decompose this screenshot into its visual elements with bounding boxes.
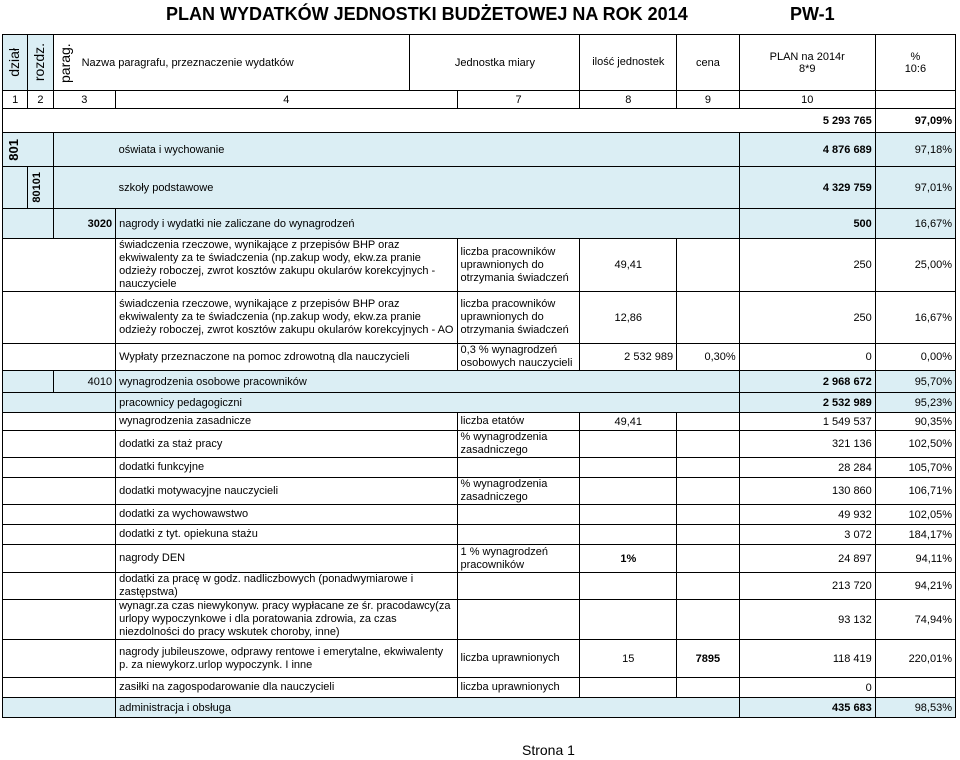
item-pct: 94,21% xyxy=(875,573,955,600)
item-price xyxy=(677,573,740,600)
rozdzial-value: 4 329 759 xyxy=(739,167,875,209)
table-row xyxy=(3,478,956,505)
admin-row xyxy=(3,698,956,718)
colnum: 10 xyxy=(739,91,875,109)
item-price xyxy=(677,525,740,545)
item-pct xyxy=(875,678,955,698)
item-quantity xyxy=(580,573,677,600)
detail-row xyxy=(3,239,956,292)
item-unit xyxy=(457,505,580,525)
detail-plan: 0 xyxy=(739,344,875,371)
item-pct: 102,05% xyxy=(875,505,955,525)
table-row xyxy=(3,545,956,573)
item-unit xyxy=(457,525,580,545)
detail-quantity: 12,86 xyxy=(580,292,677,344)
paragraph-name: wynagrodzenia osobowe pracowników xyxy=(116,371,740,393)
spacer-cell xyxy=(3,573,116,600)
item-quantity: 1% xyxy=(580,545,677,573)
detail-pct: 16,67% xyxy=(875,292,955,344)
item-price xyxy=(677,600,740,640)
dzial-row xyxy=(3,133,956,167)
item-quantity xyxy=(580,525,677,545)
item-unit: liczba uprawnionych xyxy=(457,678,580,698)
paragraph-value: 2 968 672 xyxy=(739,371,875,393)
item-pct: 105,70% xyxy=(875,458,955,478)
colnum xyxy=(875,91,955,109)
item-plan: 93 132 xyxy=(739,600,875,640)
spacer-cell xyxy=(3,525,116,545)
grand-total-value: 5 293 765 xyxy=(739,109,875,133)
item-pct: 94,11% xyxy=(875,545,955,573)
detail-quantity: 49,41 xyxy=(580,239,677,292)
col-cena-header: cena xyxy=(677,35,740,91)
rozdzial-name: szkoły podstawowe xyxy=(116,167,740,209)
item-quantity xyxy=(580,478,677,505)
spacer-cell xyxy=(3,505,116,525)
document-code: PW-1 xyxy=(790,4,835,24)
detail-unit: liczba pracowników uprawnionych do otrzymania świadczeń xyxy=(457,292,580,344)
page-footer: Strona 1 xyxy=(522,742,575,758)
item-pct: 106,71% xyxy=(875,478,955,505)
detail-unit: liczba pracowników uprawnionych do otrzymania świadczeń xyxy=(457,239,580,292)
detail-plan: 250 xyxy=(739,292,875,344)
spacer-cell xyxy=(3,600,116,640)
item-quantity xyxy=(580,431,677,458)
item-plan: 118 419 xyxy=(739,640,875,678)
detail-plan: 250 xyxy=(739,239,875,292)
paragraph-code: 3020 xyxy=(53,209,116,239)
item-plan: 0 xyxy=(739,678,875,698)
item-plan: 130 860 xyxy=(739,478,875,505)
item-quantity: 49,41 xyxy=(580,413,677,431)
rozdzial-pct: 97,01% xyxy=(875,167,955,209)
paragraph-value: 500 xyxy=(739,209,875,239)
group-row xyxy=(3,393,956,413)
detail-pct: 25,00% xyxy=(875,239,955,292)
group-pct: 95,23% xyxy=(875,393,955,413)
rozdzial-code: 80101 xyxy=(31,172,44,203)
dzial-code: 801 xyxy=(6,138,21,161)
colnum: 8 xyxy=(580,91,677,109)
dzial-name: oświata i wychowanie xyxy=(116,133,740,167)
table-row xyxy=(3,678,956,698)
paragraph-3020-row xyxy=(3,209,956,239)
group-value: 2 532 989 xyxy=(739,393,875,413)
item-plan: 321 136 xyxy=(739,431,875,458)
item-name: wynagrodzenia zasadnicze xyxy=(116,413,457,431)
table-row xyxy=(3,525,956,545)
item-unit: % wynagrodzenia zasadniczego xyxy=(457,431,580,458)
item-name: nagrody jubileuszowe, odprawy rentowe i emerytalne, ekwiwalenty p. za niewykorz.urlop wypoczynk. I inne xyxy=(116,640,457,678)
item-name: nagrody DEN xyxy=(116,545,457,573)
grand-total-pct: 97,09% xyxy=(875,109,955,133)
table-row xyxy=(3,505,956,525)
item-name: zasiłki na zagospodarowanie dla nauczycieli xyxy=(116,678,457,698)
detail-row xyxy=(3,344,956,371)
spacer-cell xyxy=(3,458,116,478)
item-price xyxy=(677,478,740,505)
item-quantity xyxy=(580,678,677,698)
colnum: 3 xyxy=(53,91,116,109)
item-name: dodatki za pracę w godz. nadliczbowych (ponadwymiarowe i zastępstwa) xyxy=(116,573,457,600)
item-plan: 3 072 xyxy=(739,525,875,545)
col-ilosc-header: ilość jednostek xyxy=(580,35,677,91)
dzial-value: 4 876 689 xyxy=(739,133,875,167)
item-price xyxy=(677,678,740,698)
colnum: 4 xyxy=(116,91,457,109)
col-pct-header: % 10:6 xyxy=(875,35,955,91)
item-name: dodatki za staż pracy xyxy=(116,431,457,458)
item-plan: 28 284 xyxy=(739,458,875,478)
detail-name: świadczenia rzeczowe, wynikające z przepisów BHP oraz ekwiwalenty za te świadczenia (np.zakup wody, ekw.za pranie odzieży roboczej, zwrot kosztów zakupu okularów korekcyjnych - nauczyciele xyxy=(116,239,457,292)
item-unit xyxy=(457,600,580,640)
item-unit: liczba uprawnionych xyxy=(457,640,580,678)
item-pct: 90,35% xyxy=(875,413,955,431)
table-row xyxy=(3,640,956,678)
detail-row xyxy=(3,292,956,344)
dzial-pct: 97,18% xyxy=(875,133,955,167)
document-title: PLAN WYDATKÓW JEDNOSTKI BUDŻETOWEJ NA ROK 2014 xyxy=(166,4,688,24)
detail-unit: 0,3 % wynagrodzeń osobowych nauczycieli xyxy=(457,344,580,371)
column-numbers-row xyxy=(3,91,956,109)
paragraph-4010-row xyxy=(3,371,956,393)
item-quantity xyxy=(580,458,677,478)
item-pct: 184,17% xyxy=(875,525,955,545)
item-name: wynagr.za czas niewykonyw. pracy wypłacane ze śr. pracodawcy(za urlopy wypoczynkowe i dla poratowania zdrowia, za czas niezdolności do pracy wskutek choroby, inne) xyxy=(116,600,457,640)
detail-name: świadczenia rzeczowe, wynikające z przepisów BHP oraz ekwiwalenty za te świadczenia (np.zakup wody, ekw.za pranie odzieży roboczej, zwrot kosztów zakupu okularów korekcyjnych - AO xyxy=(116,292,457,344)
colnum: 2 xyxy=(28,91,53,109)
spacer-cell xyxy=(3,545,116,573)
paragraph-pct: 95,70% xyxy=(875,371,955,393)
table-row xyxy=(3,600,956,640)
item-name: dodatki z tyt. opiekuna stażu xyxy=(116,525,457,545)
item-plan: 24 897 xyxy=(739,545,875,573)
item-quantity xyxy=(580,505,677,525)
spacer-cell xyxy=(3,431,116,458)
table-row xyxy=(3,573,956,600)
item-name: dodatki funkcyjne xyxy=(116,458,457,478)
item-price xyxy=(677,505,740,525)
item-price xyxy=(677,545,740,573)
item-price xyxy=(677,431,740,458)
table-row xyxy=(3,431,956,458)
detail-pct: 0,00% xyxy=(875,344,955,371)
group-name: pracownicy pedagogiczni xyxy=(116,393,740,413)
spacer-cell xyxy=(3,678,116,698)
item-plan: 1 549 537 xyxy=(739,413,875,431)
item-name: dodatki za wychowawstwo xyxy=(116,505,457,525)
item-price xyxy=(677,413,740,431)
col-plan-header: PLAN na 2014r 8*9 xyxy=(739,35,875,91)
spacer-cell xyxy=(3,640,116,678)
budget-table xyxy=(2,34,956,718)
document-header xyxy=(0,4,960,28)
item-pct: 220,01% xyxy=(875,640,955,678)
detail-quantity: 2 532 989 xyxy=(580,344,677,371)
group-value: 435 683 xyxy=(739,698,875,718)
item-plan: 49 932 xyxy=(739,505,875,525)
colnum: 7 xyxy=(457,91,580,109)
item-price: 7895 xyxy=(677,640,740,678)
item-unit: liczba etatów xyxy=(457,413,580,431)
table-row xyxy=(3,413,956,431)
paragraph-code: 4010 xyxy=(53,371,116,393)
rozdzial-row xyxy=(3,167,956,209)
item-rows xyxy=(3,413,956,698)
col-rozdz-header: rozdz. xyxy=(28,35,53,91)
col-dzial-header: dział xyxy=(3,35,28,91)
paragraph-name: nagrody i wydatki nie zaliczane do wynagrodzeń xyxy=(116,209,740,239)
spacer-cell xyxy=(3,413,116,431)
detail-price: 0,30% xyxy=(677,344,740,371)
item-quantity xyxy=(580,600,677,640)
item-unit xyxy=(457,573,580,600)
item-plan: 213 720 xyxy=(739,573,875,600)
group-name: administracja i obsługa xyxy=(116,698,740,718)
colnum: 9 xyxy=(677,91,740,109)
detail-name: Wypłaty przeznaczone na pomoc zdrowotną dla nauczycieli xyxy=(116,344,457,371)
colnum: 1 xyxy=(3,91,28,109)
item-unit xyxy=(457,458,580,478)
paragraph-pct: 16,67% xyxy=(875,209,955,239)
col-jm-header: Jednostka miary xyxy=(410,35,580,91)
group-pct: 98,53% xyxy=(875,698,955,718)
item-price xyxy=(677,458,740,478)
header-row xyxy=(3,35,956,91)
grand-total-row xyxy=(3,109,956,133)
col-name-header: parag. Nazwa paragrafu, przeznaczenie wydatków xyxy=(53,35,410,91)
item-pct: 74,94% xyxy=(875,600,955,640)
spacer-cell xyxy=(3,478,116,505)
item-unit: % wynagrodzenia zasadniczego xyxy=(457,478,580,505)
table-row xyxy=(3,458,956,478)
item-name: dodatki motywacyjne nauczycieli xyxy=(116,478,457,505)
item-quantity: 15 xyxy=(580,640,677,678)
item-pct: 102,50% xyxy=(875,431,955,458)
item-unit: 1 % wynagrodzeń pracowników xyxy=(457,545,580,573)
